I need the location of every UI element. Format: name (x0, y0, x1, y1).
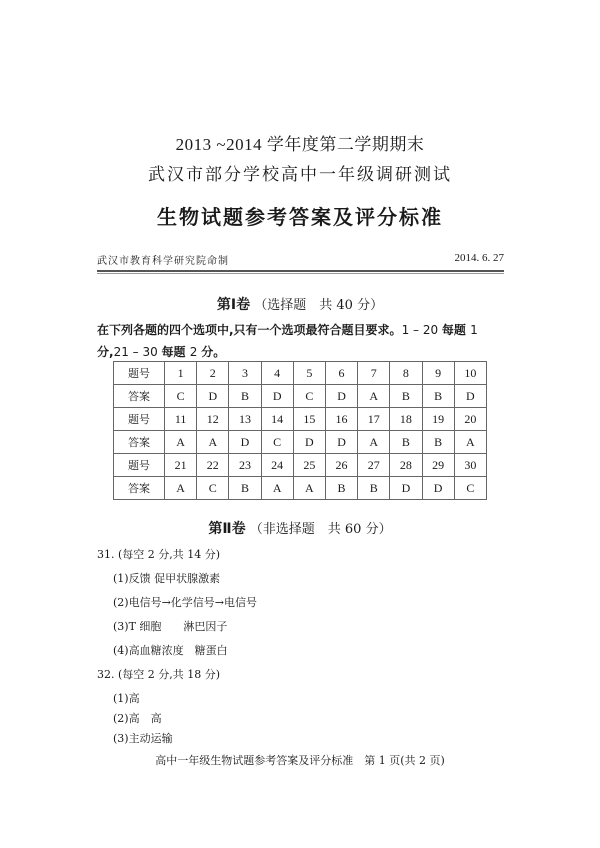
instruction-text: 分, (97, 345, 114, 359)
answer-cell: C (165, 385, 197, 408)
answer-cell: A (165, 477, 197, 500)
question-number-cell: 5 (293, 362, 325, 385)
answer-cell: B (390, 431, 422, 454)
answer-cell: A (293, 477, 325, 500)
answer-cell: D (390, 477, 422, 500)
answer-cell: A (261, 477, 293, 500)
question-number-row (114, 362, 487, 385)
answer-cell: A (358, 385, 390, 408)
instruction-text: 21 – 30 (113, 345, 162, 359)
answer-cell: C (261, 431, 293, 454)
row-label: 答案 (114, 385, 165, 408)
row-label: 题号 (114, 362, 165, 385)
question-number-cell: 20 (454, 408, 486, 431)
row-label: 答案 (114, 477, 165, 500)
instruction-text: 1 (470, 323, 478, 337)
answer-cell: B (325, 477, 357, 500)
part1-subheading: （选择题 共 40 分） (254, 298, 384, 313)
instruction-text: 每题 (161, 345, 190, 359)
question-31-answer-1: (1)反馈 促甲状腺激素 (113, 572, 221, 585)
page-footer: 高中一年级生物试题参考答案及评分标准 第 1 页(共 2 页) (155, 754, 445, 767)
question-number-cell: 11 (165, 408, 197, 431)
question-number-cell: 18 (390, 408, 422, 431)
row-label: 题号 (114, 408, 165, 431)
answer-cell: D (261, 385, 293, 408)
answer-cell: D (325, 385, 357, 408)
question-number-cell: 10 (454, 362, 486, 385)
question-number-cell: 30 (454, 454, 486, 477)
question-number-cell: 7 (358, 362, 390, 385)
question-number-cell: 17 (358, 408, 390, 431)
answer-cell: B (229, 385, 261, 408)
question-number-cell: 26 (325, 454, 357, 477)
answer-table (113, 361, 487, 500)
answer-row (114, 385, 487, 408)
question-number-cell: 29 (422, 454, 454, 477)
answer-row (114, 431, 487, 454)
part1-heading (0, 294, 600, 314)
issuer: 武汉市教育科学研究院命制 (97, 256, 229, 267)
document-title: 生物试题参考答案及评分标准 (157, 205, 443, 229)
question-31-answer-3: (3)T 细胞 淋巴因子 (113, 620, 228, 633)
answer-cell: B (422, 431, 454, 454)
question-number-cell: 9 (422, 362, 454, 385)
answer-cell: B (422, 385, 454, 408)
question-number-cell: 8 (390, 362, 422, 385)
instruction-text: 2 (189, 345, 202, 359)
answer-cell: D (197, 385, 229, 408)
answer-cell: B (229, 477, 261, 500)
question-number-cell: 6 (325, 362, 357, 385)
question-number-cell: 28 (390, 454, 422, 477)
answer-cell: D (454, 385, 486, 408)
answer-cell: A (454, 431, 486, 454)
question-number-cell: 15 (293, 408, 325, 431)
question-number-cell: 1 (165, 362, 197, 385)
answer-cell: C (454, 477, 486, 500)
answer-row (114, 477, 487, 500)
question-31-answer-2: (2)电信号→化学信号→电信号 (113, 596, 258, 609)
question-number-cell: 14 (261, 408, 293, 431)
question-number-row (114, 408, 487, 431)
question-31-answer-4: (4)高血糖浓度 糖蛋白 (113, 644, 228, 657)
part2-heading-label: 第Ⅱ卷 (208, 521, 246, 537)
question-32-answer-1: (1)高 (113, 692, 140, 705)
question-number-cell: 13 (229, 408, 261, 431)
question-number-row (114, 454, 487, 477)
row-label: 答案 (114, 431, 165, 454)
question-32-answer-3: (3)主动运输 (113, 732, 173, 745)
answer-cell: C (293, 385, 325, 408)
part2-heading (0, 518, 600, 538)
question-number-cell: 25 (293, 454, 325, 477)
row-label: 题号 (114, 454, 165, 477)
header-rule (97, 270, 504, 272)
question-number-cell: 23 (229, 454, 261, 477)
answer-cell: B (390, 385, 422, 408)
question-number-cell: 12 (197, 408, 229, 431)
question-number-cell: 27 (358, 454, 390, 477)
question-number-cell: 4 (261, 362, 293, 385)
answer-cell: A (165, 431, 197, 454)
title-line-1: 2013 ~2014 学年度第二学期期末 (175, 135, 425, 154)
instruction-text: 每题 (441, 323, 471, 337)
question-32-title: 32. (每空 2 分,共 18 分) (97, 668, 221, 681)
question-number-cell: 2 (197, 362, 229, 385)
answer-cell: D (422, 477, 454, 500)
question-number-cell: 24 (261, 454, 293, 477)
header-rule-thin (97, 273, 504, 274)
question-31-title: 31. (每空 2 分,共 14 分) (97, 548, 221, 561)
instruction-text: 在下列各题的四个选项中,只有一个选项最符合题目要求。 (97, 323, 402, 337)
question-number-cell: 16 (325, 408, 357, 431)
question-number-cell: 3 (229, 362, 261, 385)
answer-cell: B (358, 477, 390, 500)
question-number-cell: 19 (422, 408, 454, 431)
answer-cell: A (197, 431, 229, 454)
question-32-answer-2: (2)高 高 (113, 712, 162, 725)
part1-heading-label: 第Ⅰ卷 (216, 297, 251, 313)
instruction-text: 分。 (201, 345, 226, 359)
answer-cell: D (325, 431, 357, 454)
question-number-cell: 21 (165, 454, 197, 477)
part1-instruction (97, 319, 507, 363)
part2-subheading: （非选择题 共 60 分） (249, 522, 392, 537)
title-line-2: 武汉市部分学校高中一年级调研测试 (148, 165, 452, 184)
answer-cell: D (293, 431, 325, 454)
date: 2014. 6. 27 (454, 252, 504, 264)
answer-cell: D (229, 431, 261, 454)
question-number-cell: 22 (197, 454, 229, 477)
answer-cell: C (197, 477, 229, 500)
instruction-text: 1 – 20 (401, 323, 442, 337)
answer-cell: A (358, 431, 390, 454)
